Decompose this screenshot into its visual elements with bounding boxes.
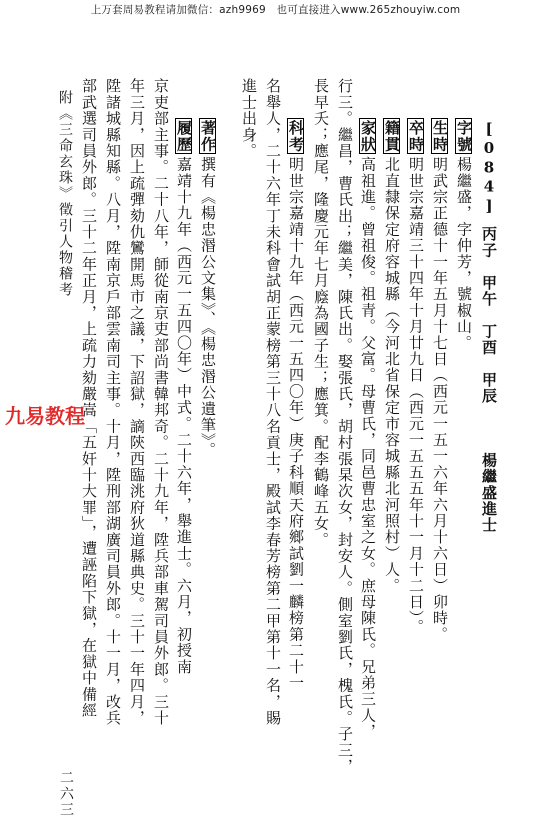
text-exams: 明世宗嘉靖十九年（西元一五四〇年）庚子科順天府鄉試劉一麟榜第二十一 (287, 156, 305, 692)
section-family (359, 118, 376, 740)
exams-continued-1: 名舉人，二十六年丁未科會試胡正蒙榜第三十八名貢士，殿試李春芳榜第二甲第十一名，賜 (264, 78, 282, 726)
section-birth-time (431, 118, 448, 642)
entry-heading (481, 120, 496, 840)
section-career (175, 118, 192, 675)
label-family: 家狀 (359, 120, 377, 153)
exams-continued-2: 進士出身。 (240, 78, 258, 159)
entry-id: [084] (480, 120, 498, 216)
career-continued-4: 部武選司員外郎。三十二年正月，上疏力劾嚴嵩「五奸十大罪」，遭誣陷下獄，在獄中備經 (80, 78, 98, 719)
label-birth-time: 生時 (431, 120, 449, 153)
text-birth-time: 明武宗正德十一年五月十七日（西元一五一六年六月十六日）卯時。 (431, 156, 449, 643)
watermark: 九易教程 (5, 404, 85, 428)
source-banner: 上万套周易教程请加微信：azh9969 也可直接进入www.265zhouyiw.com (90, 4, 461, 16)
running-title: 附《三命玄珠》徵引人物稽考 (57, 90, 73, 298)
section-native-place (383, 118, 400, 594)
text-family: 高祖進。曾祖俊。祖青。父富。母曹氏，同邑曹忠室之女。庶母陳氏。兄弟三人， (359, 156, 377, 740)
section-style-name (455, 118, 472, 351)
text-native-place: 北直隸保定府容城縣（今河北省保定市容城縣北河照村）人。 (383, 156, 401, 594)
label-style-name: 字號 (455, 120, 473, 153)
entry-title: 楊繼盛進士 (480, 452, 498, 534)
career-continued-1: 京吏部主事。二十八年，師從南京吏部尚書韓邦奇。二十九年，陞兵部車駕司員外郎。三十 (152, 78, 170, 726)
family-continued-2: 長早夭；應尾，隆慶元年七月廕為國子生；應箕。配李鶴峰五女。 (312, 78, 330, 548)
text-career: 嘉靖十九年（西元一五四〇年）中式。二十六年，舉進士。六月，初授南 (175, 156, 193, 675)
section-death-time (407, 118, 424, 635)
label-career: 履歷 (175, 120, 193, 153)
entry-ganzhi: 丙子 甲午 丁酉 甲辰 (480, 226, 498, 405)
section-exams (287, 118, 304, 691)
family-continued-1: 行三。繼昌，曹氏出；繼美，陳氏出。娶張氏，胡村張杲次女，封安人。側室劉氏，槐氏。子三， (336, 78, 354, 775)
label-death-time: 卒時 (407, 120, 425, 153)
text-style-name: 楊繼盛，字仲芳，號椒山。 (455, 156, 473, 351)
label-exams: 科考 (287, 120, 305, 153)
career-continued-2: 年三月，因上疏彈劾仇鸞開馬市之議，下詔獄，謫陝西臨洮府狄道縣典史。三十一年四月， (128, 78, 146, 726)
page-number: 二六三 (58, 770, 74, 818)
text-works: 撰有《楊忠湣公文集》、《楊忠湣公遺筆》。 (199, 156, 217, 458)
text-death-time: 明世宗嘉靖三十四年十月廿九日（西元一五五五年十一月十二日）。 (407, 156, 425, 635)
career-continued-3: 陞諸城縣知縣。八月，陞南京戶部雲南司主事。十月，陞刑部湖廣司員外郎。十一月，改兵 (104, 78, 122, 726)
label-native-place: 籍貫 (383, 120, 401, 153)
section-works (199, 118, 216, 458)
label-works: 著作 (199, 120, 217, 153)
